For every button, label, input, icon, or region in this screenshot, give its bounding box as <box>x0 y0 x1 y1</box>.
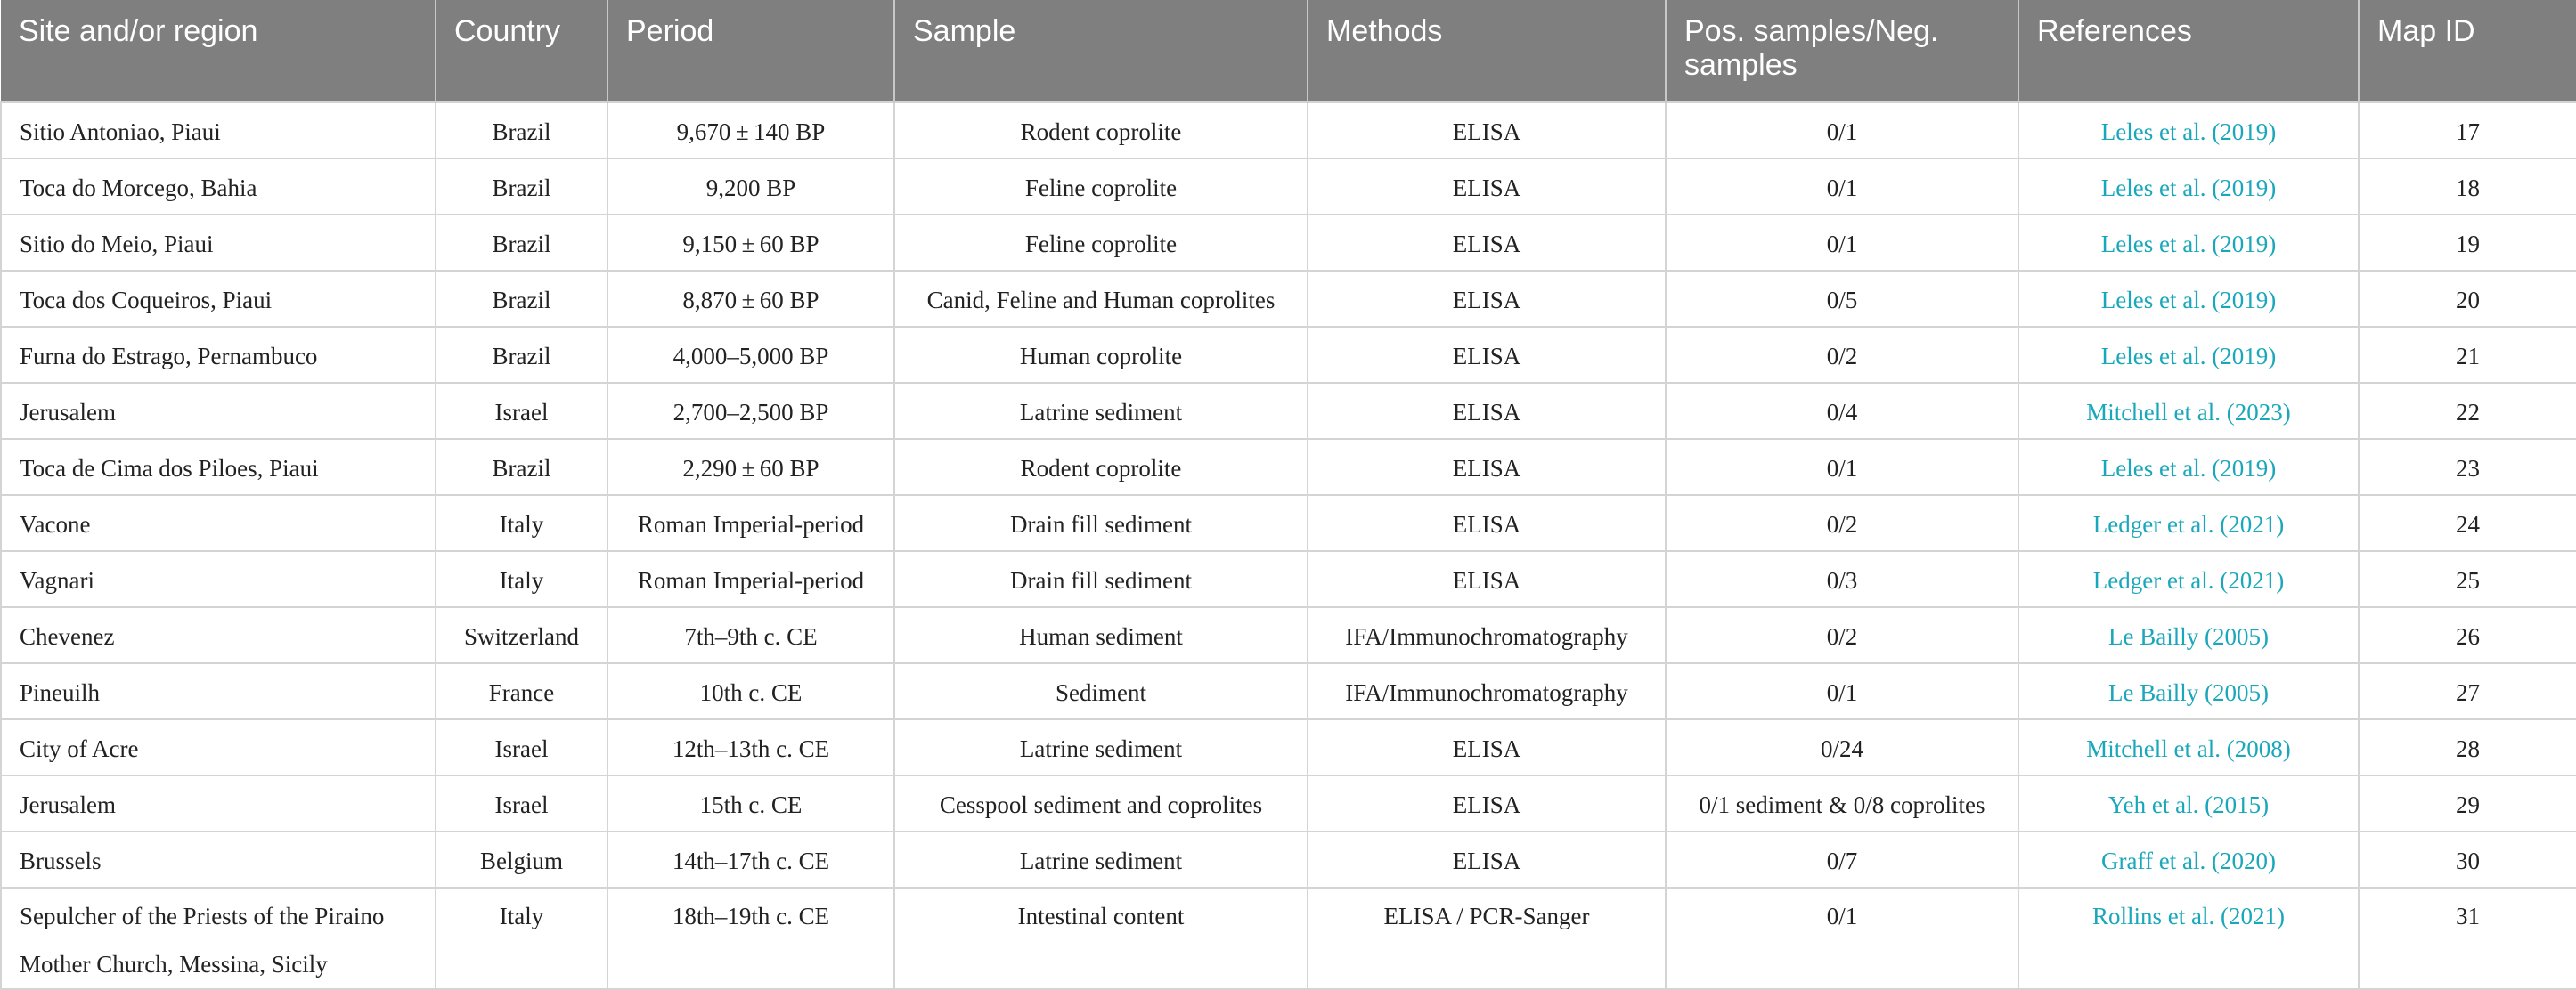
cell-sample: Latrine sediment <box>894 383 1308 439</box>
table-row <box>1 271 2576 327</box>
table-row <box>1 551 2576 607</box>
cell-reference-link[interactable]: Leles et al. (2019) <box>2018 439 2359 495</box>
header-sample: Sample <box>894 0 1308 102</box>
cell-period: 9,670 ± 140 BP <box>607 102 894 158</box>
cell-pos-neg: 0/1 <box>1666 439 2018 495</box>
table-row <box>1 215 2576 271</box>
cell-period: 8,870 ± 60 BP <box>607 271 894 327</box>
cell-reference-link[interactable]: Yeh et al. (2015) <box>2018 775 2359 832</box>
cell-methods: ELISA / PCR-Sanger <box>1308 888 1666 989</box>
cell-country: France <box>436 663 607 719</box>
cell-map-id: 18 <box>2359 158 2576 215</box>
cell-map-id: 17 <box>2359 102 2576 158</box>
cell-site: Vacone <box>1 495 436 551</box>
cell-reference-link[interactable]: Ledger et al. (2021) <box>2018 495 2359 551</box>
cell-period: 4,000–5,000 BP <box>607 327 894 383</box>
cell-sample: Latrine sediment <box>894 719 1308 775</box>
cell-site: Sitio Antoniao, Piaui <box>1 102 436 158</box>
cell-reference-link[interactable]: Le Bailly (2005) <box>2018 663 2359 719</box>
header-country: Country <box>436 0 607 102</box>
cell-map-id: 19 <box>2359 215 2576 271</box>
header-methods: Methods <box>1308 0 1666 102</box>
cell-reference-link[interactable]: Leles et al. (2019) <box>2018 102 2359 158</box>
cell-site: Sepulcher of the Priests of the Piraino Mother Church, Messina, Sicily <box>1 888 436 989</box>
cell-site: Jerusalem <box>1 775 436 832</box>
cell-sample: Sediment <box>894 663 1308 719</box>
cell-period: 15th c. CE <box>607 775 894 832</box>
cell-sample: Intestinal content <box>894 888 1308 989</box>
table-row <box>1 775 2576 832</box>
cell-country: Belgium <box>436 832 607 888</box>
cell-country: Brazil <box>436 271 607 327</box>
cell-reference-link[interactable]: Leles et al. (2019) <box>2018 271 2359 327</box>
cell-period: 9,200 BP <box>607 158 894 215</box>
cell-map-id: 23 <box>2359 439 2576 495</box>
cell-methods: ELISA <box>1308 439 1666 495</box>
cell-sample: Canid, Feline and Human coprolites <box>894 271 1308 327</box>
cell-site: Toca de Cima dos Piloes, Piaui <box>1 439 436 495</box>
table-row <box>1 439 2576 495</box>
cell-period: 2,290 ± 60 BP <box>607 439 894 495</box>
cell-methods: ELISA <box>1308 271 1666 327</box>
cell-period: 12th–13th c. CE <box>607 719 894 775</box>
cell-reference-link[interactable]: Leles et al. (2019) <box>2018 327 2359 383</box>
cell-methods: ELISA <box>1308 495 1666 551</box>
cell-map-id: 21 <box>2359 327 2576 383</box>
cell-sample: Cesspool sediment and coprolites <box>894 775 1308 832</box>
cell-site: Pineuilh <box>1 663 436 719</box>
cell-sample: Drain fill sediment <box>894 551 1308 607</box>
cell-methods: ELISA <box>1308 775 1666 832</box>
cell-pos-neg: 0/1 <box>1666 102 2018 158</box>
cell-pos-neg: 0/2 <box>1666 495 2018 551</box>
cell-country: Israel <box>436 383 607 439</box>
cell-period: 14th–17th c. CE <box>607 832 894 888</box>
cell-pos-neg: 0/1 sediment & 0/8 coprolites <box>1666 775 2018 832</box>
cell-map-id: 20 <box>2359 271 2576 327</box>
cell-period: 18th–19th c. CE <box>607 888 894 989</box>
cell-pos-neg: 0/7 <box>1666 832 2018 888</box>
table-row <box>1 327 2576 383</box>
cell-methods: ELISA <box>1308 102 1666 158</box>
cell-methods: IFA/Immunochromatography <box>1308 607 1666 663</box>
cell-reference-link[interactable]: Leles et al. (2019) <box>2018 158 2359 215</box>
cell-site: Vagnari <box>1 551 436 607</box>
cell-site: City of Acre <box>1 719 436 775</box>
header-pos-neg: Pos. samples/Neg. samples <box>1666 0 2018 102</box>
cell-map-id: 24 <box>2359 495 2576 551</box>
cell-reference-link[interactable]: Ledger et al. (2021) <box>2018 551 2359 607</box>
cell-pos-neg: 0/2 <box>1666 607 2018 663</box>
cell-pos-neg: 0/1 <box>1666 888 2018 989</box>
cell-pos-neg: 0/24 <box>1666 719 2018 775</box>
cell-pos-neg: 0/4 <box>1666 383 2018 439</box>
header-map-id: Map ID <box>2359 0 2576 102</box>
table-row <box>1 102 2576 158</box>
header-period: Period <box>607 0 894 102</box>
table-row <box>1 495 2576 551</box>
cell-methods: ELISA <box>1308 215 1666 271</box>
cell-sample: Rodent coprolite <box>894 102 1308 158</box>
header-references: References <box>2018 0 2359 102</box>
cell-pos-neg: 0/1 <box>1666 215 2018 271</box>
cell-pos-neg: 0/2 <box>1666 327 2018 383</box>
table-body <box>1 102 2576 989</box>
cell-sample: Rodent coprolite <box>894 439 1308 495</box>
cell-map-id: 25 <box>2359 551 2576 607</box>
cell-sample: Drain fill sediment <box>894 495 1308 551</box>
cell-reference-link[interactable]: Rollins et al. (2021) <box>2018 888 2359 989</box>
table-row <box>1 719 2576 775</box>
cell-pos-neg: 0/3 <box>1666 551 2018 607</box>
table-row <box>1 663 2576 719</box>
cell-methods: ELISA <box>1308 832 1666 888</box>
cell-pos-neg: 0/1 <box>1666 158 2018 215</box>
cell-reference-link[interactable]: Graff et al. (2020) <box>2018 832 2359 888</box>
cell-pos-neg: 0/5 <box>1666 271 2018 327</box>
cell-sample: Latrine sediment <box>894 832 1308 888</box>
cell-reference-link[interactable]: Mitchell et al. (2008) <box>2018 719 2359 775</box>
cell-country: Italy <box>436 551 607 607</box>
cell-country: Israel <box>436 719 607 775</box>
cell-methods: ELISA <box>1308 327 1666 383</box>
cell-country: Brazil <box>436 102 607 158</box>
cell-map-id: 29 <box>2359 775 2576 832</box>
cell-sample: Feline coprolite <box>894 158 1308 215</box>
cell-site: Chevenez <box>1 607 436 663</box>
cell-methods: IFA/Immunochromatography <box>1308 663 1666 719</box>
cell-reference-link[interactable]: Le Bailly (2005) <box>2018 607 2359 663</box>
cell-map-id: 30 <box>2359 832 2576 888</box>
cell-country: Switzerland <box>436 607 607 663</box>
cell-methods: ELISA <box>1308 551 1666 607</box>
cell-site: Jerusalem <box>1 383 436 439</box>
header-site: Site and/or region <box>1 0 436 102</box>
cell-period: 9,150 ± 60 BP <box>607 215 894 271</box>
cell-country: Brazil <box>436 327 607 383</box>
cell-map-id: 31 <box>2359 888 2576 989</box>
table-row <box>1 832 2576 888</box>
cell-country: Italy <box>436 888 607 989</box>
table-row <box>1 607 2576 663</box>
cell-period: 10th c. CE <box>607 663 894 719</box>
cell-period: 7th–9th c. CE <box>607 607 894 663</box>
cell-site: Toca do Morcego, Bahia <box>1 158 436 215</box>
cell-period: 2,700–2,500 BP <box>607 383 894 439</box>
cell-country: Brazil <box>436 215 607 271</box>
cell-sample: Feline coprolite <box>894 215 1308 271</box>
cell-site: Sitio do Meio, Piaui <box>1 215 436 271</box>
cell-map-id: 27 <box>2359 663 2576 719</box>
header-row <box>1 0 2576 102</box>
cell-map-id: 22 <box>2359 383 2576 439</box>
cell-reference-link[interactable]: Mitchell et al. (2023) <box>2018 383 2359 439</box>
cell-site: Brussels <box>1 832 436 888</box>
cell-country: Israel <box>436 775 607 832</box>
cell-sample: Human coprolite <box>894 327 1308 383</box>
cell-pos-neg: 0/1 <box>1666 663 2018 719</box>
cell-map-id: 28 <box>2359 719 2576 775</box>
cell-country: Italy <box>436 495 607 551</box>
table-row <box>1 383 2576 439</box>
cell-site: Toca dos Coqueiros, Piaui <box>1 271 436 327</box>
table-row <box>1 158 2576 215</box>
table-row <box>1 888 2576 989</box>
cell-period: Roman Imperial-period <box>607 495 894 551</box>
cell-sample: Human sediment <box>894 607 1308 663</box>
cell-period: Roman Imperial-period <box>607 551 894 607</box>
cell-reference-link[interactable]: Leles et al. (2019) <box>2018 215 2359 271</box>
cell-map-id: 26 <box>2359 607 2576 663</box>
cell-methods: ELISA <box>1308 383 1666 439</box>
cell-country: Brazil <box>436 439 607 495</box>
cell-methods: ELISA <box>1308 719 1666 775</box>
cell-site: Furna do Estrago, Pernambuco <box>1 327 436 383</box>
cell-methods: ELISA <box>1308 158 1666 215</box>
cell-country: Brazil <box>436 158 607 215</box>
